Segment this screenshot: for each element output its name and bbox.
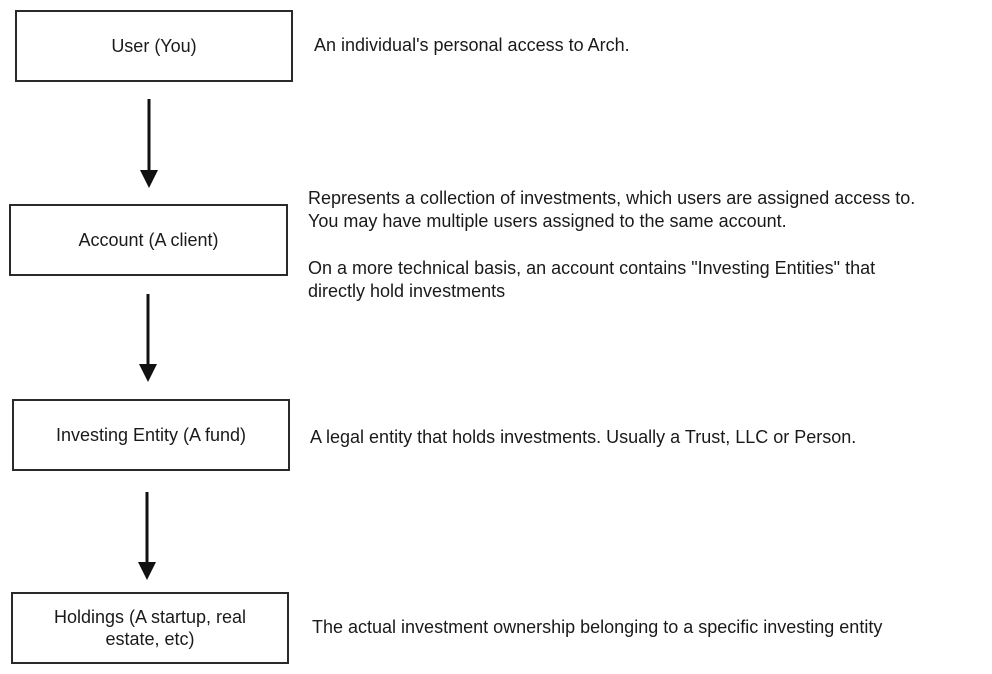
arrow-user-to-account [140, 99, 158, 188]
description-account-line-3: On a more technical basis, an account contains "Investing Entities" that [308, 258, 876, 278]
arrow-investing-entity-to-holdings [138, 492, 156, 580]
description-investing-entity-text: A legal entity that holds investments. Usually a Trust, LLC or Person. [310, 427, 857, 447]
description-account-line-1: Represents a collection of investments, which users are assigned access to. [308, 188, 916, 208]
description-account-line-4: directly hold investments [308, 281, 506, 301]
node-user [15, 10, 293, 82]
description-holdings [312, 616, 882, 639]
node-account-label: Account (A client) [78, 230, 219, 250]
node-holdings-label: Holdings (A startup, real estate, etc) [53, 607, 247, 649]
node-account [9, 204, 288, 276]
node-investing-entity-label: Investing Entity (A fund) [55, 425, 247, 445]
description-investing-entity [310, 426, 856, 449]
description-user-text: An individual's personal access to Arch. [314, 35, 630, 55]
arrow-account-to-investing-entity [139, 294, 157, 382]
node-holdings [11, 592, 289, 664]
node-user-label: User (You) [111, 36, 197, 56]
description-holdings-text: The actual investment ownership belonging to a specific investing entity [312, 617, 883, 637]
description-user [314, 34, 630, 57]
node-investing-entity [12, 399, 290, 471]
description-account [308, 187, 915, 303]
description-account-line-2: You may have multiple users assigned to the same account. [308, 211, 787, 231]
